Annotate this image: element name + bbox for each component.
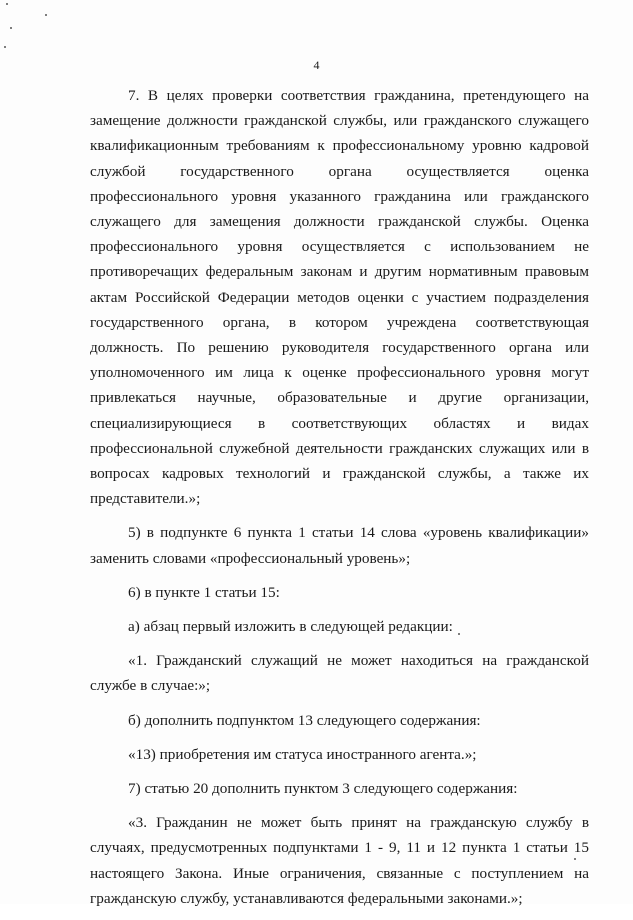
paragraph-quote-13: «13) приобретения им статуса иностранного агента.»; [128,745,477,763]
paragraph-quote-3: «3. Гражданин не может быть принят на гражданскую службу в случаях, предусмотренных подпунктами 1 - 9, 11 и 12 пункта 1 статьи 15 настоящего Закона. Иные ограничения, связанные с поступлением на гражданскую службу, устанавливаются федеральными законами.»; [90,814,589,907]
paragraph-amendment-7: 7) статью 20 дополнить пунктом 3 следующего содержания: [128,780,518,798]
scan-speck [45,14,47,16]
paragraph-amendment-6: 6) в пункте 1 статьи 15: [128,583,280,601]
scan-speck [574,858,576,860]
scan-speck [10,27,12,29]
paragraph-subitem-b: б) дополнить подпунктом 13 следующего содержания: [128,711,481,729]
document-body [90,83,589,920]
paragraph-quote-1: «1. Гражданский служащий не может находиться на гражданской службе в случае:»; [90,652,589,695]
scan-speck [458,633,460,635]
paragraph-item-7-professional-assessment: 7. В целях проверки соответствия гражданина, претендующего на замещение должности гражданской службы, или гражданского служащего квалификационным требованиям к профессиональному уровню кадровой службой государственного органа осуществляется оценка профессионального уровня указанного гражданина или гражданского служащего для замещения должности гражданской службы. Оценка профессионального уровня осуществляется с использованием не противоречащих федеральным законам и другим нормативным правовым актам Российской Федерации методов оценки с участием подразделения государственного органа, в котором учреждена соответствующая должность. По решению руководителя государственного органа или уполномоченного им лица к оценке профессионального уровня могут привлекаться научные, образовательные и другие организации, специализирующиеся в соответствующих областях и видах профессиональной служебной деятельности гражданских служащих или в вопросах кадровых технологий и гражданской службы, а также их представители.»; [90,87,589,508]
scan-speck [6,3,8,5]
page-number: 4 [313,58,320,72]
scan-speck [4,46,6,48]
paragraph-amendment-5: 5) в подпункте 6 пункта 1 статьи 14 слова «уровень квалификации» заменить словами «профессиональный уровень»; [90,524,589,567]
paragraph-subitem-a: а) абзац первый изложить в следующей редакции: [128,618,453,636]
